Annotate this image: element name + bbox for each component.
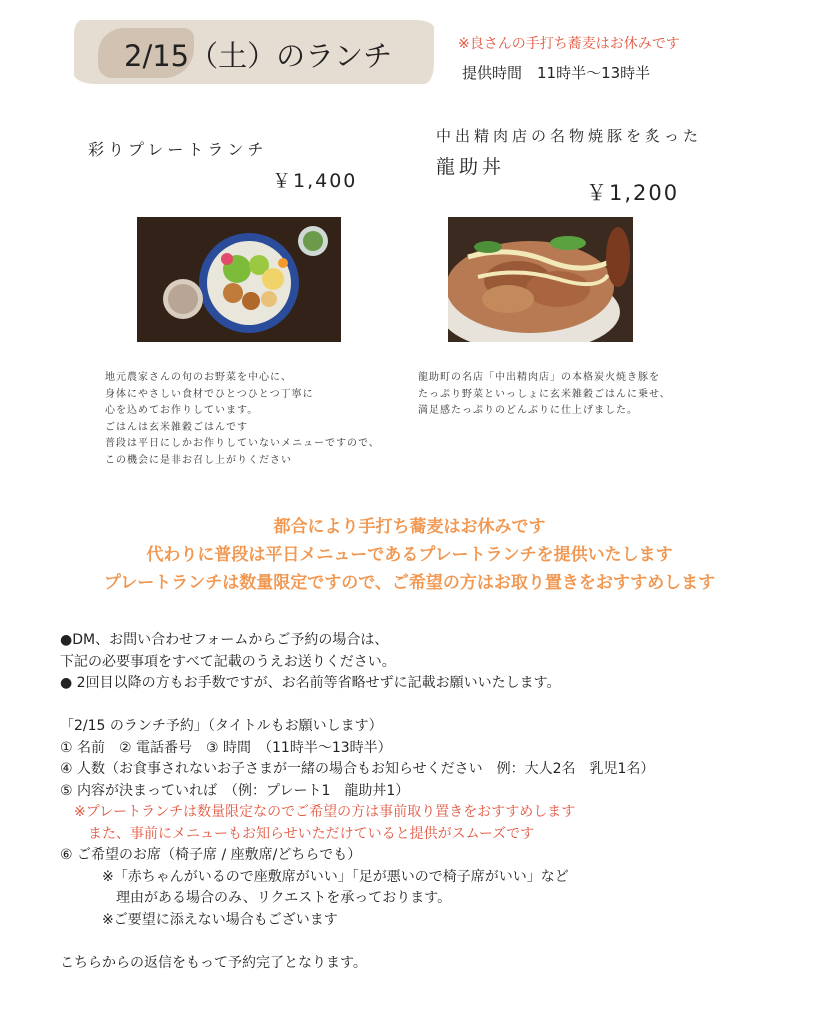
- menu1-description-line: 心を込めてお作りしています。: [105, 405, 259, 416]
- instruction-line: 下記の必要事項をすべて記載のうえお送りください。: [60, 653, 396, 670]
- instruction-line: ⑥ ご希望のお席（椅子席 / 座敷席/どちらでも）: [60, 847, 362, 863]
- menu2-price: ￥1,200: [586, 181, 680, 205]
- notice-line: プレートランチは数量限定ですので、ご希望の方はお取り置きをおすすめします: [103, 573, 716, 593]
- instruction-line: ① 名前 ② 電話番号 ③ 時間 （11時半〜13時半）: [60, 739, 392, 756]
- menu1-description-line: ごはんは玄米雑穀ごはんです: [105, 421, 248, 433]
- page-title: 2/15（土）のランチ: [124, 39, 393, 73]
- soba-closed-note: ※良さんの手打ち蕎麦はお休みです: [458, 36, 680, 52]
- menu1-description: [105, 370, 380, 469]
- instruction-line: 理由がある場合のみ、リクエストを承っております。: [60, 890, 452, 906]
- instruction-line: こちらからの返信をもって予約完了となります。: [60, 954, 367, 971]
- instruction-line: ※ご要望に添えない場合もございます: [60, 911, 338, 928]
- menu1-description-line: 地元農家さんの旬のお野菜を中心に、: [105, 372, 292, 383]
- instruction-line: ④ 人数（お食事されないお子さまが一緒の場合もお知らせください 例：大人2名 乳児1名）: [60, 761, 655, 777]
- menu2-description: [418, 370, 671, 420]
- menu2-description-line: 満足感たっぷりのどんぶりに仕上げました。: [418, 405, 638, 416]
- menu1-price: ￥1,400: [272, 170, 358, 192]
- menu1-description-line: 普段は平日にしかお作りしていないメニューですので、: [105, 438, 380, 449]
- plate-lunch-photo: [137, 217, 341, 342]
- menu1-name: 彩りプレートランチ: [88, 140, 268, 159]
- menu2-description-line: たっぷり野菜といっしょに玄米雑穀ごはんに乗せ、: [418, 388, 671, 400]
- instruction-line: ● 2回目以降の方もお手数ですが、お名前等省略せずに記載お願いいたします。: [60, 675, 561, 691]
- serving-hours: 提供時間 11時半〜13時半: [462, 64, 651, 82]
- reservation-instructions: [60, 630, 654, 974]
- menu1-description-line: 身体にやさしい食材でひとつひとつ丁寧に: [105, 388, 314, 400]
- instruction-line: ⑤ 内容が決まっていれば （例：プレート1 龍助丼1）: [60, 782, 410, 799]
- instruction-line: [60, 931, 654, 953]
- ryusuke-don-photo: [448, 217, 633, 342]
- menu2-name: 龍助丼: [436, 156, 506, 178]
- instruction-line: [60, 695, 654, 717]
- menu1-description-line: この機会に是非お召し上がりください: [105, 454, 292, 466]
- instruction-line: ※「赤ちゃんがいるので座敷席がいい」「足が悪いので椅子席がいい」など: [60, 868, 569, 885]
- menu2-description-line: 龍助町の名店「中出精肉店」の本格炭火焼き豚を: [418, 372, 660, 383]
- menu2-subtitle: 中出精肉店の名物焼豚を炙った: [436, 127, 703, 145]
- instruction-line-red: ※プレートランチは数量限定なのでご希望の方は事前取り置きをおすすめします: [60, 804, 576, 820]
- instruction-line-red: また、事前にメニューもお知らせいただけていると提供がスムーズです: [60, 825, 535, 842]
- notice-line: 都合により手打ち蕎麦はお休みです: [273, 517, 546, 537]
- instruction-line: 「2/15 のランチ予約」（タイトルもお願いします）: [60, 718, 383, 734]
- instruction-line: ●DM、お問い合わせフォームからご予約の場合は、: [60, 632, 389, 648]
- notice-line: 代わりに普段は平日メニューであるプレートランチを提供いたします: [146, 545, 673, 565]
